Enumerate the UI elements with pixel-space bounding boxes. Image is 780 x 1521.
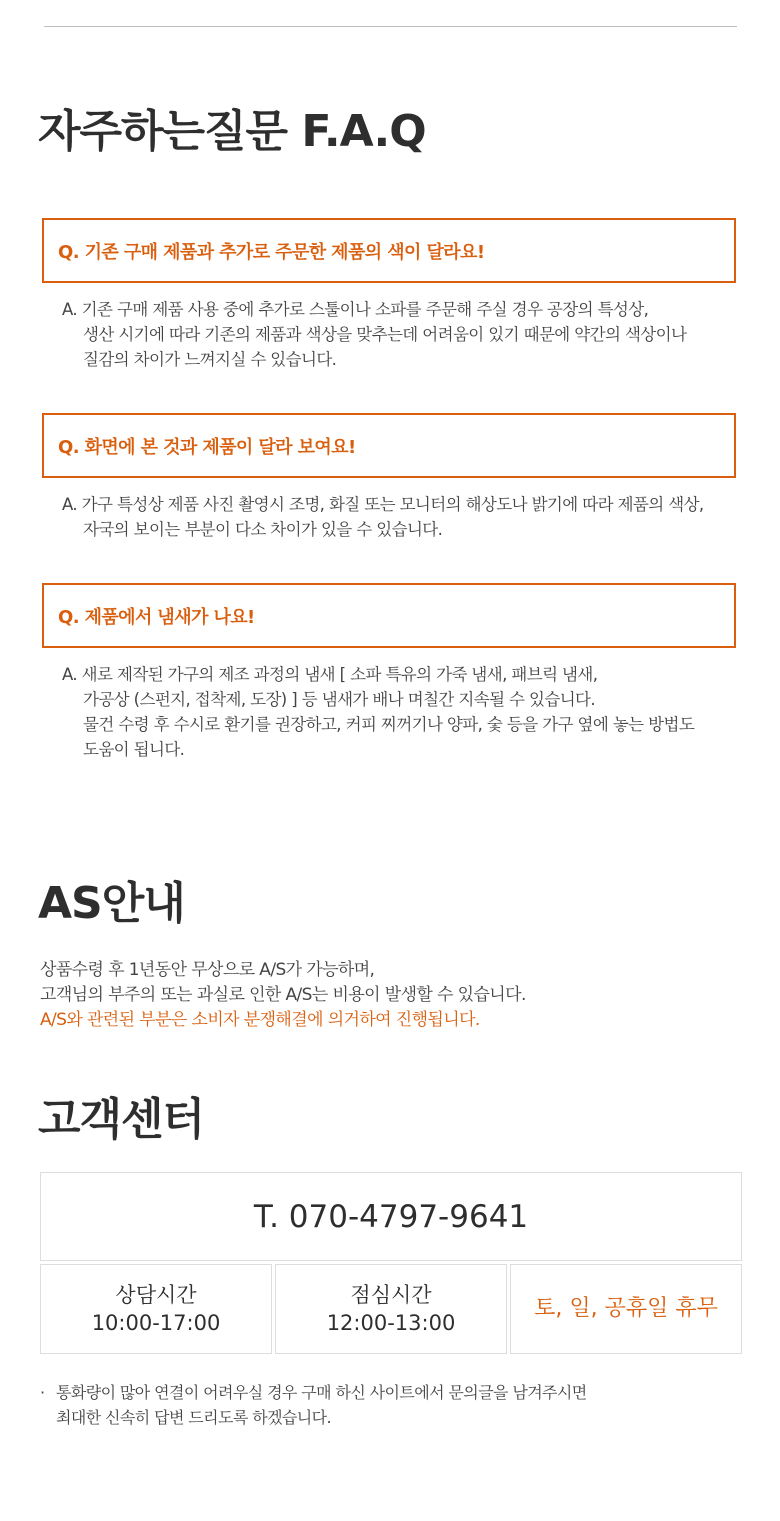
faq-answer-line: 질감의 차이가 느껴지실 수 있습니다. (83, 350, 337, 369)
hours-row (40, 1264, 742, 1354)
note-bullet: · (40, 1383, 45, 1402)
faq-question-2: Q. 화면에 본 것과 제품이 달라 보여요! (42, 413, 736, 478)
as-line-3: A/S와 관련된 부분은 소비자 분쟁해결에 의거하여 진행됩니다. (40, 1010, 480, 1030)
top-divider (44, 26, 737, 27)
faq-title: 자주하는질문 F.A.Q (38, 106, 426, 157)
consult-hours-cell (40, 1264, 272, 1354)
lunch-hours-cell (275, 1264, 507, 1354)
faq-answer-line: 물건 수령 후 수시로 환기를 권장하고, 커피 찌꺼기나 양파, 숯 등을 가구 옆에 놓는 방법도 (83, 715, 695, 734)
faq-answer-line: A. 새로 제작된 가구의 제조 과정의 냄새 [ 소파 특유의 가죽 냄새, 패브릭 냄새, (62, 665, 598, 684)
faq-answer-line: 가공상 (스펀지, 접착제, 도장) ] 등 냄새가 배나 며칠간 지속될 수 있습니다. (83, 690, 596, 709)
as-line-2: 고객님의 부주의 또는 과실로 인한 A/S는 비용이 발생할 수 있습니다. (40, 985, 526, 1005)
faq-answer-2 (62, 492, 742, 542)
phone-number: T. 070-4797-9641 (253, 1198, 529, 1235)
as-line-1: 상품수령 후 1년동안 무상으로 A/S가 가능하며, (40, 960, 375, 980)
faq-answer-3 (62, 662, 742, 762)
consult-label: 상담시간 (115, 1283, 197, 1307)
contact-note (40, 1380, 587, 1430)
customer-center-title: 고객센터 (38, 1094, 205, 1145)
lunch-hours: 12:00-13:00 (326, 1311, 456, 1335)
faq-answer-line: 도움이 됩니다. (83, 740, 185, 759)
faq-question-1: Q. 기존 구매 제품과 추가로 주문한 제품의 색이 달라요! (42, 218, 736, 283)
faq-answer-line: 생산 시기에 따라 기존의 제품과 색상을 맞추는데 어려움이 있기 때문에 약간의 색상이나 (83, 325, 687, 344)
phone-number-box (40, 1172, 742, 1261)
faq-answer-line: 자국의 보이는 부분이 다소 차이가 있을 수 있습니다. (83, 520, 443, 539)
faq-question-3: Q. 제품에서 냄새가 나요! (42, 583, 736, 648)
lunch-label: 점심시간 (350, 1283, 432, 1307)
as-description (40, 958, 526, 1033)
consult-hours: 10:00-17:00 (91, 1311, 221, 1335)
holiday-text: 토, 일, 공휴일 휴무 (534, 1296, 718, 1321)
holiday-cell (510, 1264, 742, 1354)
faq-answer-line: A. 기존 구매 제품 사용 중에 추가로 스툴이나 소파를 주문해 주실 경우 공장의 특성상, (62, 300, 649, 319)
note-line-1: 통화량이 많아 연결이 어려우실 경우 구매 하신 사이트에서 문의글을 남겨주시면 (56, 1383, 587, 1402)
faq-answer-line: A. 가구 특성상 제품 사진 촬영시 조명, 화질 또는 모니터의 해상도나 밝기에 따라 제품의 색상, (62, 495, 704, 514)
as-title: AS안내 (38, 878, 185, 929)
faq-answer-1 (62, 297, 742, 372)
note-line-2: 최대한 신속히 답변 드리도록 하겠습니다. (56, 1408, 331, 1427)
